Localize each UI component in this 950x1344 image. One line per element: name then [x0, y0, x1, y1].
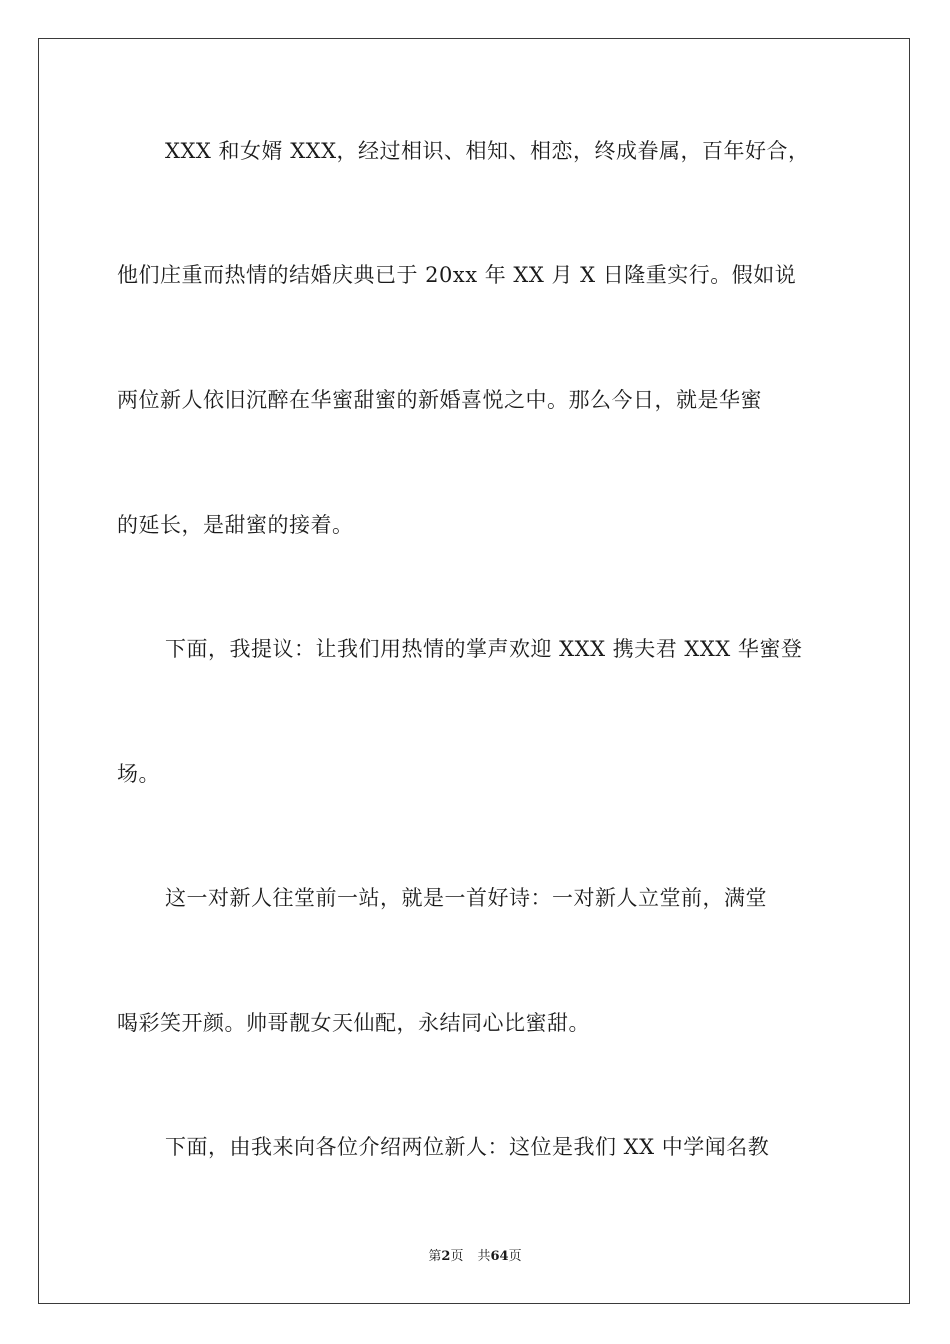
- page-suffix: 页: [450, 1249, 464, 1264]
- paragraph-line: 场。: [117, 762, 160, 786]
- page-prefix: 第: [428, 1249, 442, 1264]
- page-footer: [0, 1248, 950, 1266]
- total-pages: 64: [490, 1249, 509, 1264]
- paragraph-line: 他们庄重而热情的结婚庆典已于 20xx 年 XX 月 X 日隆重实行。假如说: [117, 263, 797, 287]
- paragraph-line: 下面，由我来向各位介绍两位新人：这位是我们 XX 中学闻名教: [165, 1135, 770, 1159]
- total-suffix: 页: [508, 1249, 522, 1264]
- paragraph-line: 两位新人依旧沉醉在华蜜甜蜜的新婚喜悦之中。那么今日，就是华蜜: [117, 388, 762, 412]
- page-border: [38, 38, 910, 1304]
- page-number: 2: [441, 1249, 451, 1264]
- paragraph-line: XXX 和女婿 XXX，经过相识、相知、相恋，终成眷属，百年好合，: [165, 139, 810, 163]
- paragraph-line: 的延长，是甜蜜的接着。: [117, 513, 354, 537]
- paragraph-line: 下面，我提议：让我们用热情的掌声欢迎 XXX 携夫君 XXX 华蜜登: [165, 637, 803, 661]
- total-prefix: 共: [477, 1249, 491, 1264]
- paragraph-line: 这一对新人往堂前一站，就是一首好诗：一对新人立堂前，满堂: [165, 886, 767, 910]
- paragraph-line: 喝彩笑开颜。帅哥靓女天仙配，永结同心比蜜甜。: [117, 1011, 590, 1035]
